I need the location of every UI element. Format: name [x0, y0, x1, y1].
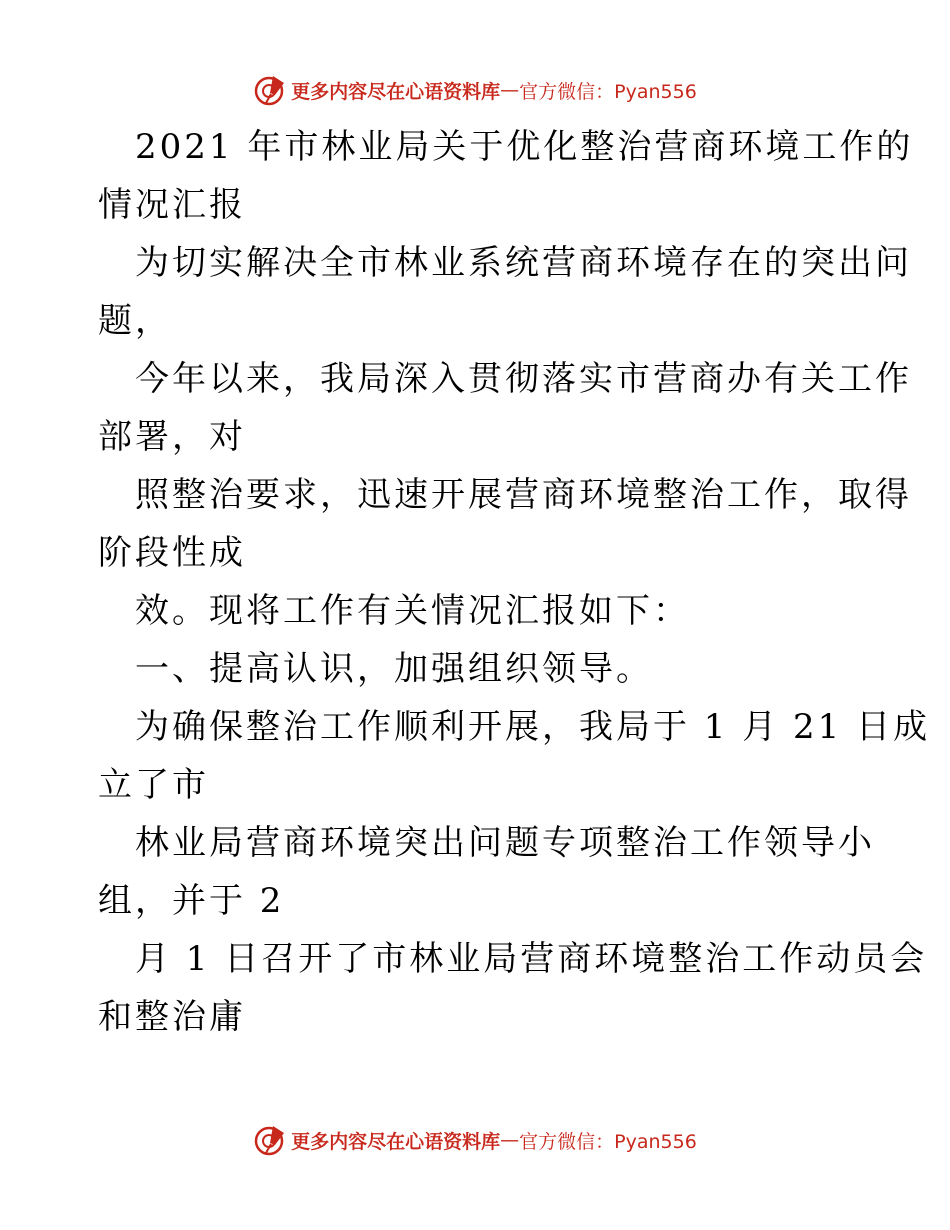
document-line: 为切实解决全市林业系统营商环境存在的突出问 — [135, 243, 912, 283]
document-line: 部署，对 — [98, 417, 246, 457]
document-line: 一、提高认识，加强组织领导。 — [135, 649, 653, 689]
document-line: 林业局营商环境突出问题专项整治工作领导小 — [135, 823, 875, 863]
watermark-dash: — — [500, 79, 520, 101]
document-line: 照整治要求，迅速开展营商环境整治工作，取得 — [135, 475, 912, 515]
document-line: 情况汇报 — [98, 185, 246, 225]
watermark-footer — [0, 1120, 950, 1160]
brand-logo-icon — [253, 73, 287, 107]
watermark-header — [0, 70, 950, 110]
document-line: 2021 年市林业局关于优化整治营商环境工作的 — [135, 127, 914, 167]
document-body — [98, 118, 931, 1046]
watermark-dash: — — [500, 1129, 520, 1151]
document-line: 效。现将工作有关情况汇报如下： — [135, 591, 690, 631]
watermark-wechat-text: 官方微信：Pyan556 — [519, 1130, 697, 1153]
brand-logo-icon — [253, 1123, 287, 1157]
watermark-site-text: 更多内容尽在心语资料库 — [291, 80, 501, 103]
watermark-wechat-text: 官方微信：Pyan556 — [519, 80, 697, 103]
document-line: 为确保整治工作顺利开展，我局于 1 月 21 日成 — [135, 707, 931, 747]
document-line: 立了市 — [98, 765, 209, 805]
document-line: 月 1 日召开了市林业局营商环境整治工作动员会 — [135, 939, 928, 979]
watermark-site-text: 更多内容尽在心语资料库 — [291, 1130, 501, 1153]
document-line: 组，并于 2 — [98, 881, 285, 921]
document-line: 今年以来，我局深入贯彻落实市营商办有关工作 — [135, 359, 912, 399]
document-line: 题， — [98, 301, 172, 341]
document-line: 阶段性成 — [98, 533, 246, 573]
document-line: 和整治庸 — [98, 997, 246, 1037]
